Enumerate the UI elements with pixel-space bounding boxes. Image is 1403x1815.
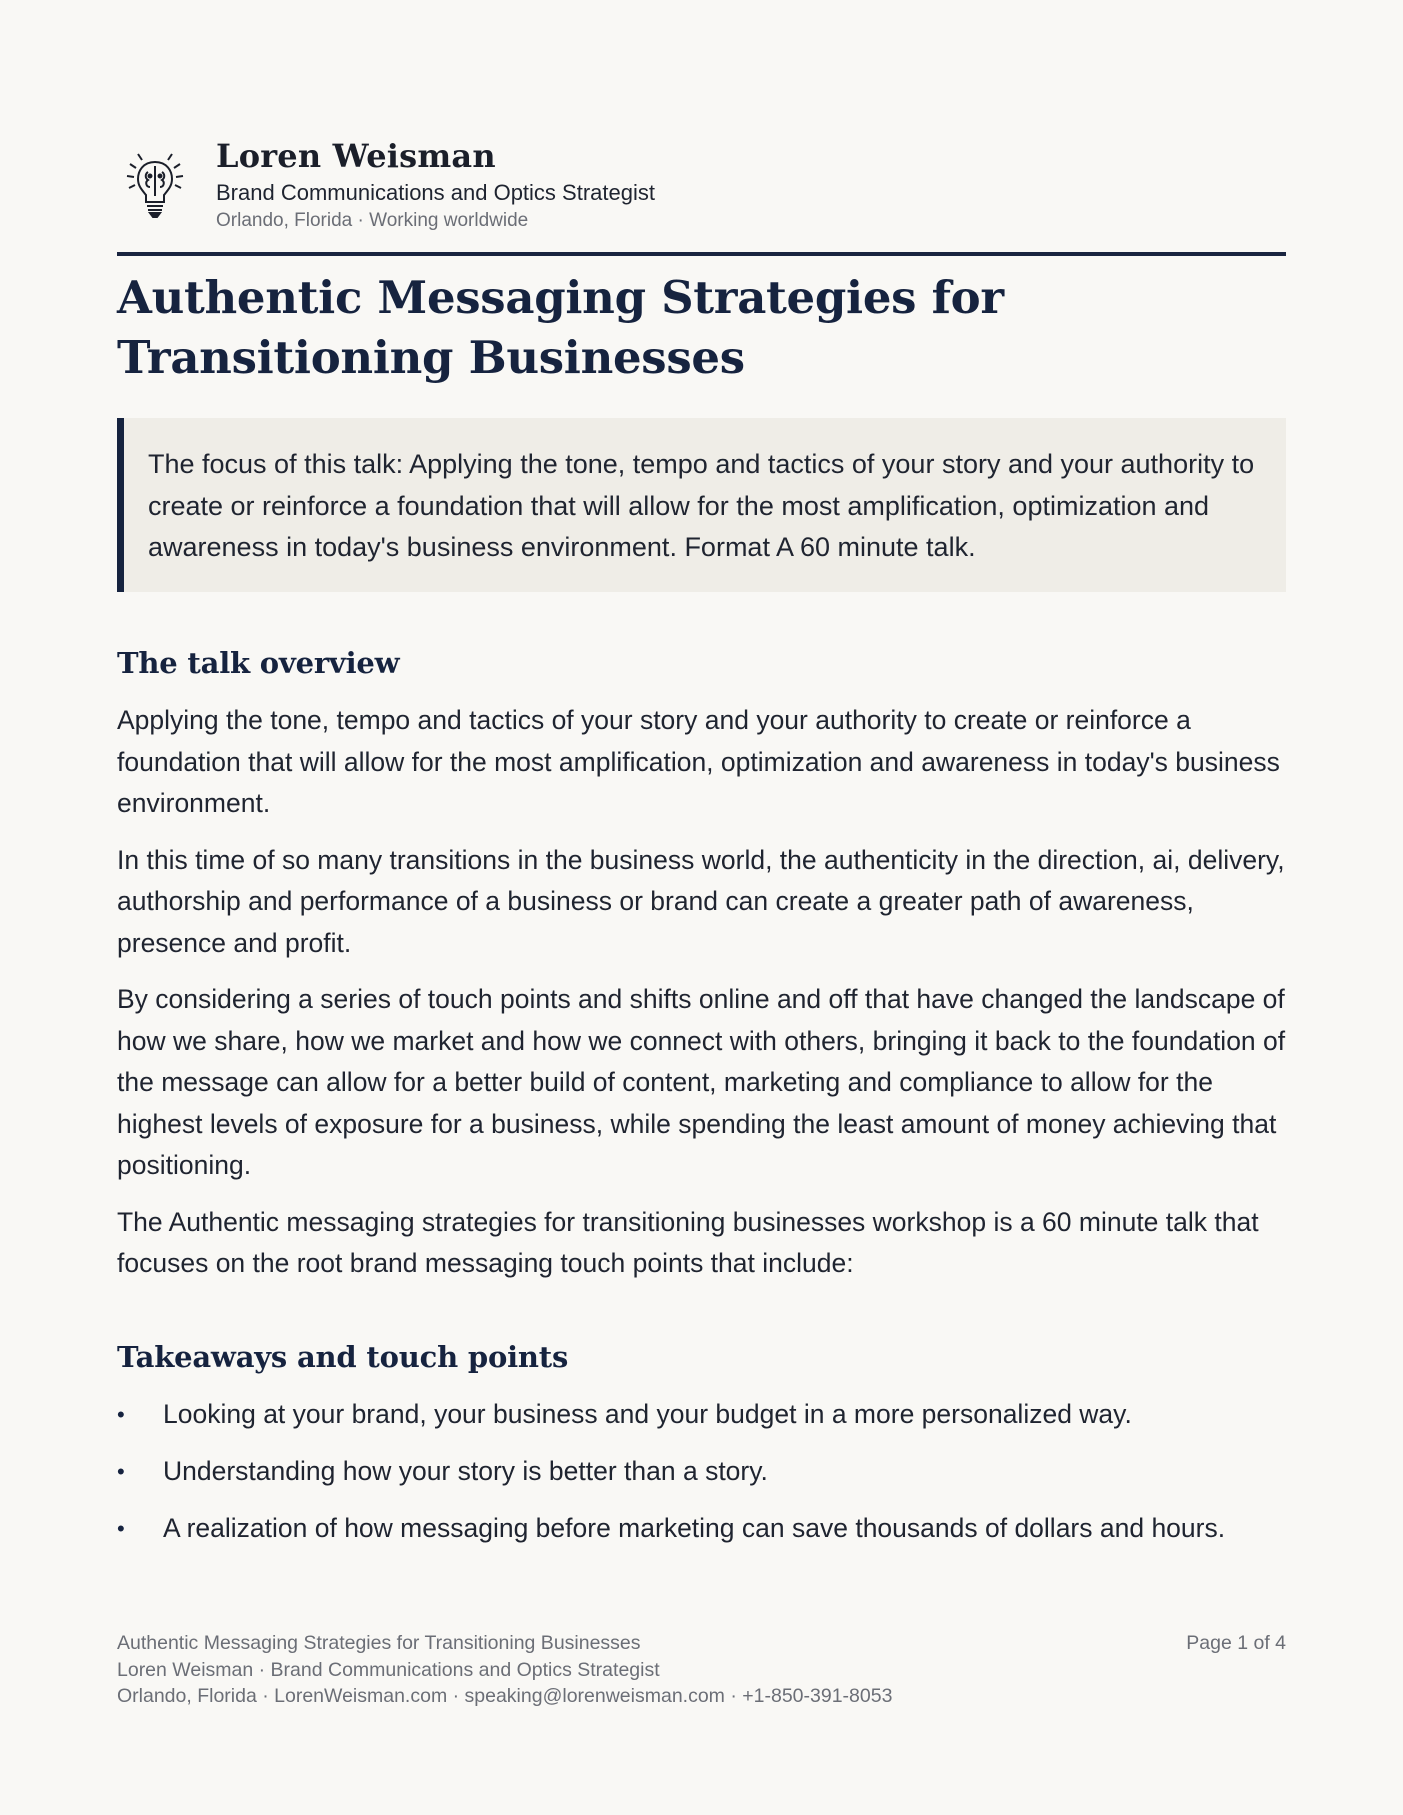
page-number: Page 1 of 4: [1186, 1632, 1286, 1654]
paragraph: The Authentic messaging strategies for transitioning businesses workshop is a 60 minute talk that focuses on the root brand messaging touch points that include:: [117, 1206, 1259, 1278]
author-role: Brand Communications and Optics Strategist: [216, 180, 655, 205]
paragraph: By considering a series of touch points and shifts online and off that have changed the landscape of how we share, how we market and how we connect with others, bringing it back to the foundation of the message can allow for a better build of content, marketing and compliance to allow for the highest levels of exposure for a business, while spending the least amount of money achieving that positioning.: [117, 984, 1286, 1180]
list-item-text: Looking at your brand, your business and your budget in a more personalized way.: [163, 1399, 1132, 1429]
lightbulb-brain-icon: [124, 150, 186, 220]
paragraph: In this time of so many transitions in the business world, the authenticity in the direction, ai, delivery, authorship and performance of a business or brand can create a greater path of awareness, presence and profit.: [117, 844, 1285, 958]
author-name: Loren Weisman: [216, 137, 496, 175]
focus-callout: The focus of this talk: Applying the tone, tempo and tactics of your story and your authority to create or reinforce a foundation that will allow for the most amplification, optimization and awareness in today's business environment. Format A 60 minute talk.: [117, 418, 1286, 592]
page-title: Authentic Messaging Strategies for Transitioning Businesses: [117, 271, 1004, 384]
brand-block: [216, 138, 655, 233]
list-item: [117, 1451, 1286, 1492]
section-heading-overview: The talk overview: [117, 646, 400, 680]
author-location: Orlando, Florida · Working worldwide: [216, 210, 529, 231]
letterhead: [117, 138, 1286, 234]
bullet-icon: •: [117, 1516, 125, 1541]
section-heading-takeaways: Takeaways and touch points: [117, 1340, 569, 1374]
list-item: [117, 1394, 1286, 1435]
footer-author: Loren Weisman · Brand Communications and Optics Strategist: [117, 1658, 660, 1681]
footer-doc-title: Authentic Messaging Strategies for Transitioning Businesses: [117, 1632, 641, 1654]
bullet-icon: •: [117, 1402, 125, 1427]
takeaways-list: [117, 1394, 1286, 1565]
list-item-text: A realization of how messaging before marketing can save thousands of dollars and hours.: [163, 1513, 1226, 1543]
footer-contact: Orlando, Florida · LorenWeisman.com · speaking@lorenweisman.com · +1-850-391-8053: [117, 1685, 893, 1707]
overview-body: [117, 700, 1286, 1300]
paragraph: Applying the tone, tempo and tactics of your story and your authority to create or reinforce a foundation that will allow for the most amplification, optimization and awareness in today's business environment.: [117, 705, 1280, 818]
list-item-text: Understanding how your story is better than a story.: [163, 1456, 768, 1486]
list-item: [117, 1508, 1286, 1549]
document-page: [117, 0, 1286, 1815]
bullet-icon: •: [117, 1459, 125, 1484]
header-divider: [117, 252, 1286, 256]
page-footer: [117, 1630, 1286, 1710]
